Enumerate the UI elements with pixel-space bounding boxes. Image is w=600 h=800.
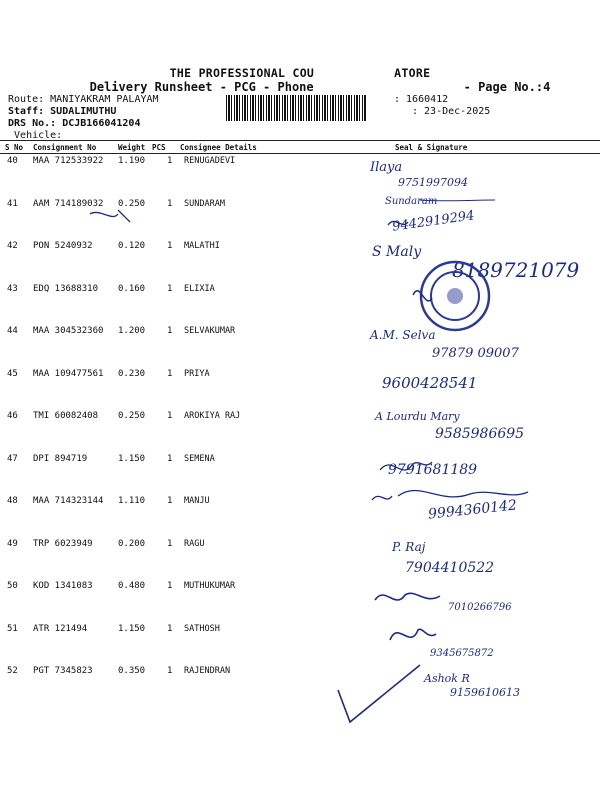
row-consignee-name: RENUGADEVI (184, 156, 236, 166)
runsheet-meta-right: : 1660412 : 23-Dec-2025 (394, 94, 491, 117)
row-weight: 1.150 (118, 623, 146, 634)
col-pcs: PCS (152, 143, 166, 152)
row-pcs: 1 (167, 496, 173, 506)
row-sno: 41 (7, 198, 18, 209)
pen-mark-41 (90, 210, 130, 222)
phone-51: 9345675872 (430, 648, 494, 659)
route-line: Route: MANIYAKRAM PALAYAM (8, 94, 159, 105)
row-weight: 0.250 (118, 198, 146, 209)
signature-stroke-51 (390, 629, 436, 640)
col-weight: Weight (118, 143, 146, 152)
row-consignment: DPI 894719 (33, 453, 88, 464)
staff-line: Staff: SUDALIMUTHU (8, 106, 117, 117)
col-sno: S No (5, 143, 24, 152)
row-sno: 50 (7, 581, 18, 591)
row-consignment: MAA 304532360 (33, 326, 104, 336)
col-consignment: Consignment No (33, 143, 97, 152)
signature-40: Ilaya (370, 160, 403, 175)
drs-line: DRS No.: DCJB166041204 (8, 118, 141, 129)
phone-44: 97879 09007 (432, 346, 519, 361)
row-consignee-name: MALATHI (184, 241, 220, 251)
signature-stroke-48 (372, 490, 528, 500)
row-weight: 0.230 (118, 368, 146, 379)
row-weight: 0.250 (118, 411, 146, 421)
row-consignment: PGT 7345823 (33, 666, 93, 676)
phone-48: 9994360142 (427, 497, 518, 523)
signature-49: P. Raj (392, 540, 426, 554)
row-pcs: 1 (167, 368, 173, 379)
phone-43: 8189721079 (452, 258, 580, 282)
row-consignee-name: RAJENDRAN (184, 666, 231, 676)
row-consignee-name: SATHOSH (184, 623, 220, 634)
company-stamp (413, 262, 489, 330)
row-consignee-name: PRIYA (184, 368, 210, 379)
row-consignment: MAA 712533922 (33, 156, 104, 166)
row-pcs: 1 (167, 198, 173, 209)
row-consignee-name: MANJU (184, 496, 210, 506)
row-pcs: 1 (167, 666, 173, 676)
row-consignment: EDQ 13688310 (33, 283, 99, 294)
check-mark (338, 665, 420, 722)
phone-45: 9600428541 (382, 374, 478, 392)
row-consignment: AAM 714189032 (33, 198, 104, 209)
row-sno: 43 (7, 283, 18, 294)
row-consignment: TRP 6023949 (33, 538, 93, 549)
col-consignee-details: Consignee Details (180, 143, 257, 152)
row-sno: 40 (7, 156, 18, 166)
row-consignee-name: SELVAKUMAR (184, 326, 236, 336)
row-consignee-name: MUTHUKUMAR (184, 581, 236, 591)
signature-52: Ashok R (424, 672, 470, 685)
row-weight: 0.120 (118, 241, 146, 251)
row-weight: 1.150 (118, 453, 146, 464)
row-consignee-name: ELIXIA (184, 283, 215, 294)
vehicle-line: Vehicle: (14, 130, 63, 141)
row-consignment: ATR 121494 (33, 623, 88, 634)
row-weight: 1.200 (118, 326, 146, 336)
row-consignment: PON 5240932 (33, 241, 93, 251)
row-sno: 52 (7, 666, 18, 676)
phone-46: 9585986695 (435, 426, 525, 442)
row-weight: 0.350 (118, 666, 146, 676)
row-consignment: TMI 60082408 (33, 411, 99, 421)
signature-stroke-50 (375, 593, 440, 600)
signature-44: A.M. Selva (370, 328, 436, 342)
signature-41: Sundaram (385, 196, 438, 207)
row-pcs: 1 (167, 156, 173, 166)
row-pcs: 1 (167, 411, 173, 421)
phone-52: 9159610613 (450, 686, 520, 699)
row-weight: 1.110 (118, 496, 146, 506)
row-pcs: 1 (167, 623, 173, 634)
signature-stroke-41b (388, 221, 408, 225)
row-pcs: 1 (167, 538, 173, 549)
row-weight: 0.160 (118, 283, 146, 294)
row-consignee-name: SUNDARAM (184, 198, 225, 209)
row-consignment: MAA 714323144 (33, 496, 104, 506)
phone-47: 9791681189 (388, 462, 478, 478)
row-pcs: 1 (167, 283, 173, 294)
signature-46: A Lourdu Mary (375, 410, 460, 423)
row-sno: 44 (7, 326, 18, 336)
row-consignment: KOD 1341083 (33, 581, 93, 591)
row-pcs: 1 (167, 326, 173, 336)
runsheet-title: Delivery Runsheet - PCG - Phone - Page No.:4 (89, 80, 551, 94)
phone-49: 7904410522 (405, 560, 495, 576)
signature-stroke-47 (380, 462, 432, 470)
row-sno: 42 (7, 241, 18, 251)
row-sno: 49 (7, 538, 18, 549)
phone-41: 9442919294 (391, 208, 476, 235)
row-sno: 47 (7, 453, 18, 464)
signature-42: S Maly (372, 244, 422, 260)
row-sno: 45 (7, 368, 18, 379)
phone-40: 9751997094 (398, 176, 468, 189)
row-sno: 46 (7, 411, 18, 421)
row-weight: 1.190 (118, 156, 146, 166)
row-consignee-name: SEMENA (184, 453, 215, 464)
row-consignee-name: RAGU (184, 538, 205, 549)
row-sno: 51 (7, 623, 18, 634)
signature-stroke-41 (420, 200, 495, 201)
row-consignee-name: AROKIYA RAJ (184, 411, 241, 421)
row-pcs: 1 (167, 241, 173, 251)
row-weight: 0.480 (118, 581, 146, 591)
col-seal-signature: Seal & Signature (395, 143, 468, 152)
row-pcs: 1 (167, 581, 173, 591)
row-sno: 48 (7, 496, 18, 506)
row-weight: 0.200 (118, 538, 146, 549)
company-title: THE PROFESSIONAL COU ATORE (169, 66, 431, 80)
row-consignment: MAA 109477561 (33, 368, 104, 379)
phone-50: 7010266796 (448, 602, 512, 613)
row-pcs: 1 (167, 453, 173, 464)
